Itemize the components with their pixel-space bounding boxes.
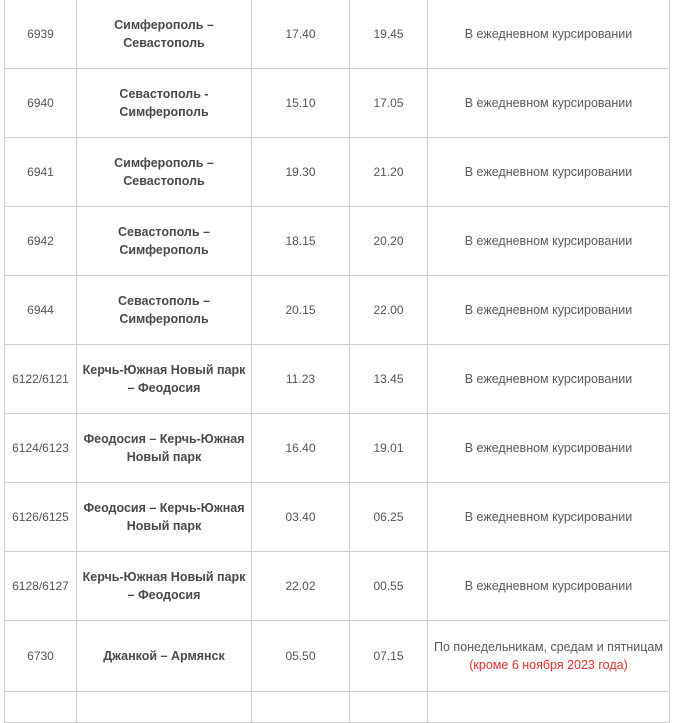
route-line-1: Севастополь - [119, 87, 209, 101]
route-line-2: Новый парк [126, 450, 202, 464]
route-cell [77, 138, 252, 207]
departure-time: 03.40 [252, 483, 350, 552]
train-number: 6939 [5, 0, 77, 69]
route-line-2: Симферополь [119, 105, 209, 119]
route-line-1: Керчь-Южная Новый парк [82, 570, 246, 584]
arrival-time: 19.01 [350, 414, 428, 483]
train-number: 6944 [5, 276, 77, 345]
table-row [5, 345, 670, 414]
schedule-cell: В ежедневном курсировании [428, 483, 670, 552]
schedule-cell: В ежедневном курсировании [428, 69, 670, 138]
schedule-days: По понедельникам, средам и пятницам [434, 640, 663, 654]
route-cell [77, 552, 252, 621]
arrival-time: 19.45 [350, 0, 428, 69]
schedule-cell: В ежедневном курсировании [428, 276, 670, 345]
departure-time: 15.10 [252, 69, 350, 138]
arrival-time: 17.05 [350, 69, 428, 138]
arrival-time: 20.20 [350, 207, 428, 276]
train-number: 6128/6127 [5, 552, 77, 621]
table-row [5, 69, 670, 138]
table-row [5, 552, 670, 621]
departure-time: 05.50 [252, 621, 350, 692]
schedule-cell: В ежедневном курсировании [428, 414, 670, 483]
route-cell [77, 345, 252, 414]
route-line-2: – Феодосия [127, 588, 201, 602]
departure-time: 22.02 [252, 552, 350, 621]
arrival-time: 22.00 [350, 276, 428, 345]
route-line-1: Симферополь – [114, 18, 214, 32]
route-line-2: Севастополь [123, 36, 205, 50]
departure-time: 20.15 [252, 276, 350, 345]
table-row [5, 207, 670, 276]
route-line-2: Симферополь [119, 243, 209, 257]
train-number: 6941 [5, 138, 77, 207]
route-line-2: Севастополь [123, 174, 205, 188]
departure-time: 19.30 [252, 138, 350, 207]
route-cell [77, 207, 252, 276]
schedule-cell: В ежедневном курсировании [428, 0, 670, 69]
table-row [5, 621, 670, 692]
arrival-time: 06.25 [350, 483, 428, 552]
table-row [5, 276, 670, 345]
route-cell [77, 0, 252, 69]
departure-time: 16.40 [252, 414, 350, 483]
route-line-1: Севастополь – [118, 294, 210, 308]
route-line-2: Новый парк [126, 519, 202, 533]
departure-time: 11.23 [252, 345, 350, 414]
arrival-time: 00.55 [350, 552, 428, 621]
schedule-cell: В ежедневном курсировании [428, 345, 670, 414]
route-line-1: Феодосия – Керчь-Южная [83, 501, 245, 515]
route-line-1: Керчь-Южная Новый парк [82, 363, 246, 377]
schedule-exception: (кроме 6 ноября 2023 года) [469, 658, 628, 672]
route-cell [77, 69, 252, 138]
route-cell: Джанкой – Армянск [77, 621, 252, 692]
schedule-table-wrapper [4, 0, 670, 723]
route-line-1: Севастополь – [118, 225, 210, 239]
route-line-2: Симферополь [119, 312, 209, 326]
table-row [5, 138, 670, 207]
schedule-cell: В ежедневном курсировании [428, 552, 670, 621]
train-schedule-table [4, 0, 670, 723]
schedule-cell: В ежедневном курсировании [428, 207, 670, 276]
train-number: 6122/6121 [5, 345, 77, 414]
route-line-2: – Феодосия [127, 381, 201, 395]
schedule-cell: В ежедневном курсировании [428, 138, 670, 207]
schedule-cell [428, 621, 670, 692]
table-row [5, 483, 670, 552]
route-line-1: Симферополь – [114, 156, 214, 170]
route-line-1: Феодосия – Керчь-Южная [83, 432, 245, 446]
departure-time: 17.40 [252, 0, 350, 69]
table-row [5, 0, 670, 69]
route-cell [77, 483, 252, 552]
arrival-time: 07.15 [350, 621, 428, 692]
arrival-time: 21.20 [350, 138, 428, 207]
train-number: 6940 [5, 69, 77, 138]
route-cell [77, 414, 252, 483]
table-row-partial [5, 692, 670, 723]
table-row [5, 414, 670, 483]
train-number: 6942 [5, 207, 77, 276]
train-number: 6730 [5, 621, 77, 692]
route-cell [77, 276, 252, 345]
train-number: 6126/6125 [5, 483, 77, 552]
departure-time: 18.15 [252, 207, 350, 276]
train-number: 6124/6123 [5, 414, 77, 483]
arrival-time: 13.45 [350, 345, 428, 414]
